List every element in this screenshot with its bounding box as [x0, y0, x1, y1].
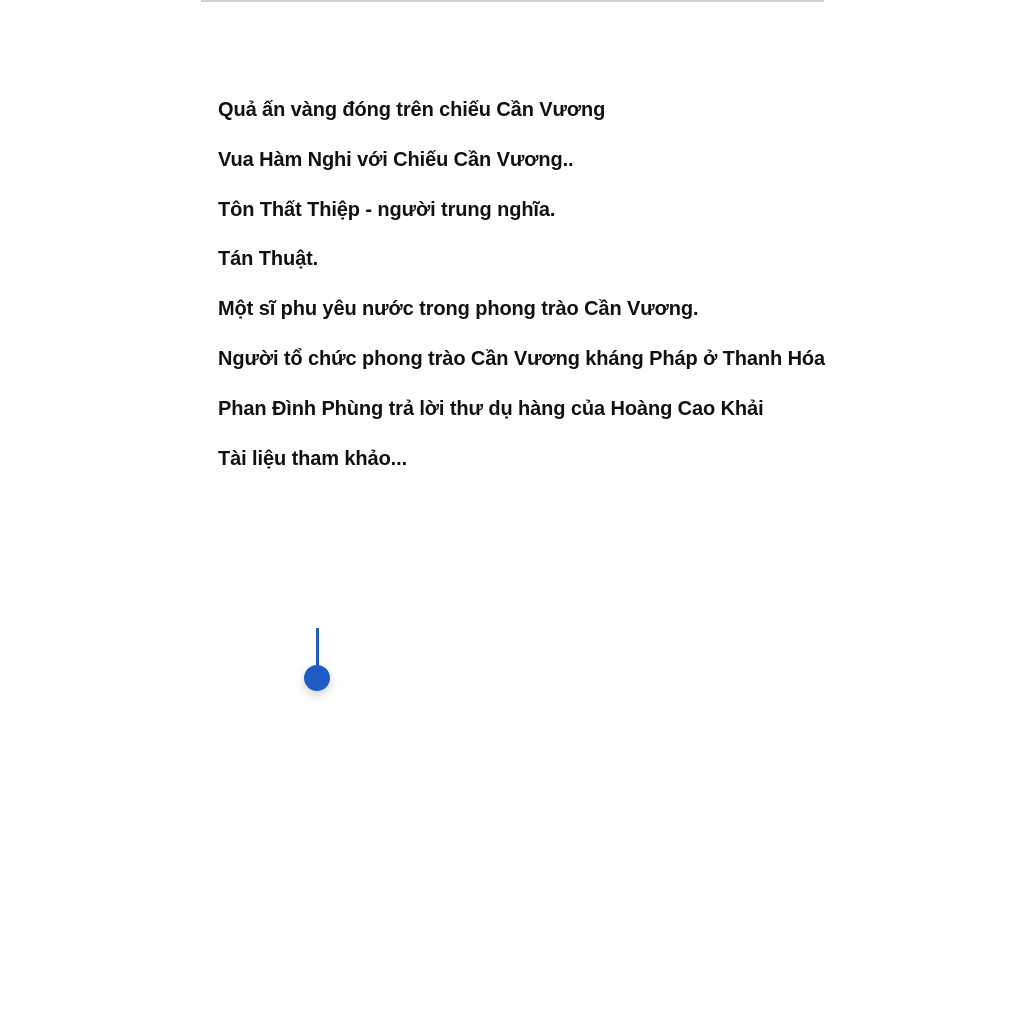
toc-item[interactable]: Người tổ chức phong trào Cần Vương kháng Pháp ở Thanh Hóa: [218, 347, 826, 370]
toc-item[interactable]: Vua Hàm Nghi với Chiếu Cần Vương..: [218, 148, 574, 171]
toc-item[interactable]: Tài liệu tham khảo...: [218, 447, 408, 470]
table-of-contents: [218, 86, 838, 484]
toc-item[interactable]: Tôn Thất Thiệp - người trung nghĩa.: [218, 198, 556, 221]
top-divider: [201, 0, 824, 2]
text-selection-handle-icon[interactable]: [304, 628, 330, 692]
toc-item[interactable]: Quả ấn vàng đóng trên chiếu Cần Vương: [218, 99, 606, 121]
toc-item[interactable]: Một sĩ phu yêu nước trong phong trào Cần Vương.: [218, 298, 699, 321]
toc-item[interactable]: Tán Thuật.: [218, 248, 319, 271]
cursor-stem: [316, 628, 319, 670]
toc-item[interactable]: Phan Đình Phùng trả lời thư dụ hàng của Hoàng Cao Khải: [218, 397, 764, 420]
cursor-knob[interactable]: [304, 665, 330, 691]
